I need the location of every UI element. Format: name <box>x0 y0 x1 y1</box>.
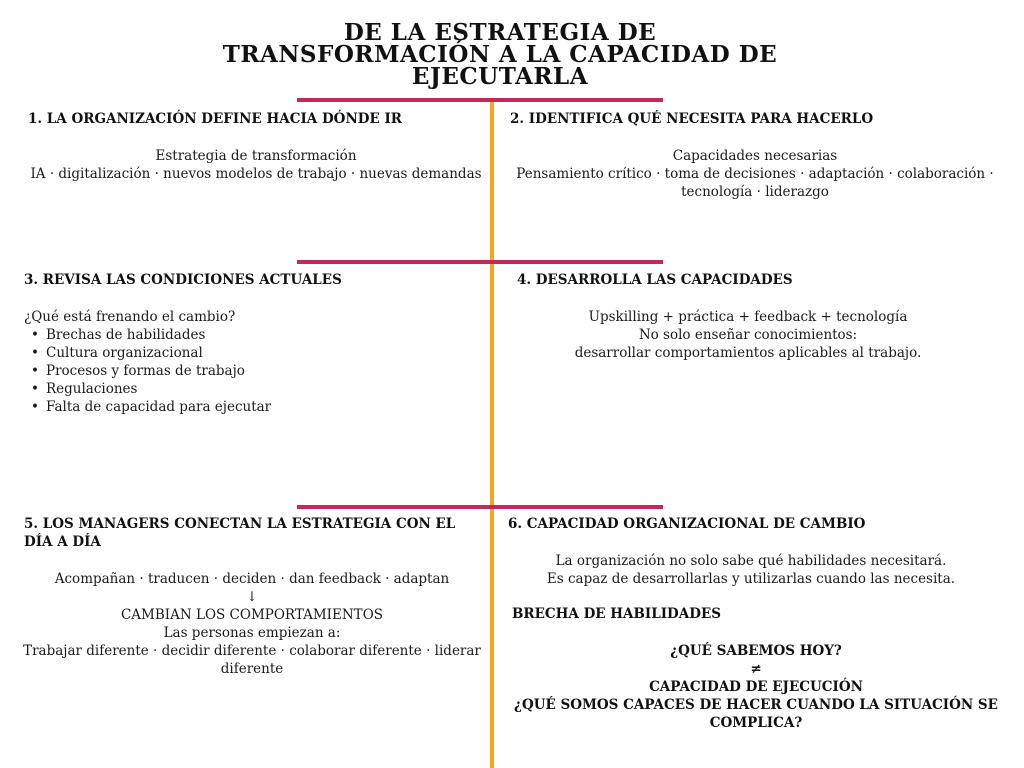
list-item: • Falta de capacidad para ejecutar <box>24 398 484 416</box>
section-1-line-1: Estrategia de transformación <box>155 148 357 164</box>
section-5-body <box>18 570 486 678</box>
list-item: • Procesos y formas de trabajo <box>24 362 484 380</box>
section-5-heading-line-2: DÍA A DÍA <box>24 534 101 550</box>
section-5-heading <box>24 515 486 551</box>
section-6-body <box>500 552 1002 588</box>
skills-gap-statement: CAPACIDAD DE EJECUCIÓN <box>649 679 863 695</box>
accent-line-middle <box>297 260 663 264</box>
title-line-3: EJECUTARLA <box>411 63 589 90</box>
center-divider-line <box>490 100 494 768</box>
section-1-heading: 1. LA ORGANIZACIÓN DEFINE HACIA DÓNDE IR <box>28 111 403 127</box>
list-item: • Cultura organizacional <box>24 344 484 362</box>
section-4-line-3: desarrollar comportamientos aplicables al trabajo. <box>574 345 922 361</box>
section-1-body <box>20 147 492 183</box>
section-5-heading-line-1: 5. LOS MANAGERS CONECTAN LA ESTRATEGIA CON EL <box>24 516 456 532</box>
list-item: • Brechas de habilidades <box>24 326 484 344</box>
section-4-line-1: Upskilling + práctica + feedback + tecnología <box>588 309 908 325</box>
page-title <box>150 19 850 90</box>
section-6-heading: 6. CAPACIDAD ORGANIZACIONAL DE CAMBIO <box>508 516 866 532</box>
section-3-heading: 3. REVISA LAS CONDICIONES ACTUALES <box>24 272 342 288</box>
section-5-line-3: Las personas empiezan a: <box>163 625 341 641</box>
section-5-line-2: CAMBIAN LOS COMPORTAMIENTOS <box>120 607 384 623</box>
section-6-line-1: La organización no solo sabe qué habilidades necesitará. <box>555 553 947 569</box>
title-line-1: DE LA ESTRATEGIA DE <box>343 19 657 46</box>
section-3-list <box>24 326 484 416</box>
section-5-line-5: diferente <box>220 661 284 677</box>
section-4-line-2: No solo enseñar conocimientos: <box>638 327 858 343</box>
skills-gap-block <box>500 642 1012 732</box>
accent-line-bottom <box>297 505 663 509</box>
down-arrow-icon: ↓ <box>246 589 258 605</box>
section-3-question: ¿Qué está frenando el cambio? <box>24 309 236 325</box>
section-4-body <box>500 308 996 362</box>
section-6-subheading: BRECHA DE HABILIDADES <box>512 606 721 622</box>
not-equal-icon: ≠ <box>750 661 762 677</box>
accent-line-top <box>297 98 663 102</box>
section-5-line-4: Trabajar diferente · decidir diferente · colaborar diferente · liderar <box>23 643 481 659</box>
section-2-line-1: Capacidades necesarias <box>672 148 838 164</box>
skills-gap-question-2-line-2: COMPLICA? <box>709 715 803 731</box>
section-2-line-2: Pensamiento crítico · toma de decisiones · adaptación · colaboración · <box>516 166 994 182</box>
skills-gap-question-2-line-1: ¿QUÉ SOMOS CAPACES DE HACER CUANDO LA SITUACIÓN SE <box>514 697 998 713</box>
title-line-2: TRANSFORMACIÓN A LA CAPACIDAD DE <box>222 41 778 68</box>
section-2-body <box>500 147 1010 201</box>
section-2-heading: 2. IDENTIFICA QUÉ NECESITA PARA HACERLO <box>510 111 874 127</box>
list-item: • Regulaciones <box>24 380 484 398</box>
section-1-line-2: IA · digitalización · nuevos modelos de trabajo · nuevas demandas <box>30 166 482 182</box>
section-6-line-2: Es capaz de desarrollarlas y utilizarlas cuando las necesita. <box>546 571 956 587</box>
section-2-line-3: tecnología · liderazgo <box>681 184 829 200</box>
section-4-heading: 4. DESARROLLA LAS CAPACIDADES <box>517 272 793 288</box>
skills-gap-question-1: ¿QUÉ SABEMOS HOY? <box>670 643 842 659</box>
section-5-line-1: Acompañan · traducen · deciden · dan feedback · adaptan <box>54 571 450 587</box>
